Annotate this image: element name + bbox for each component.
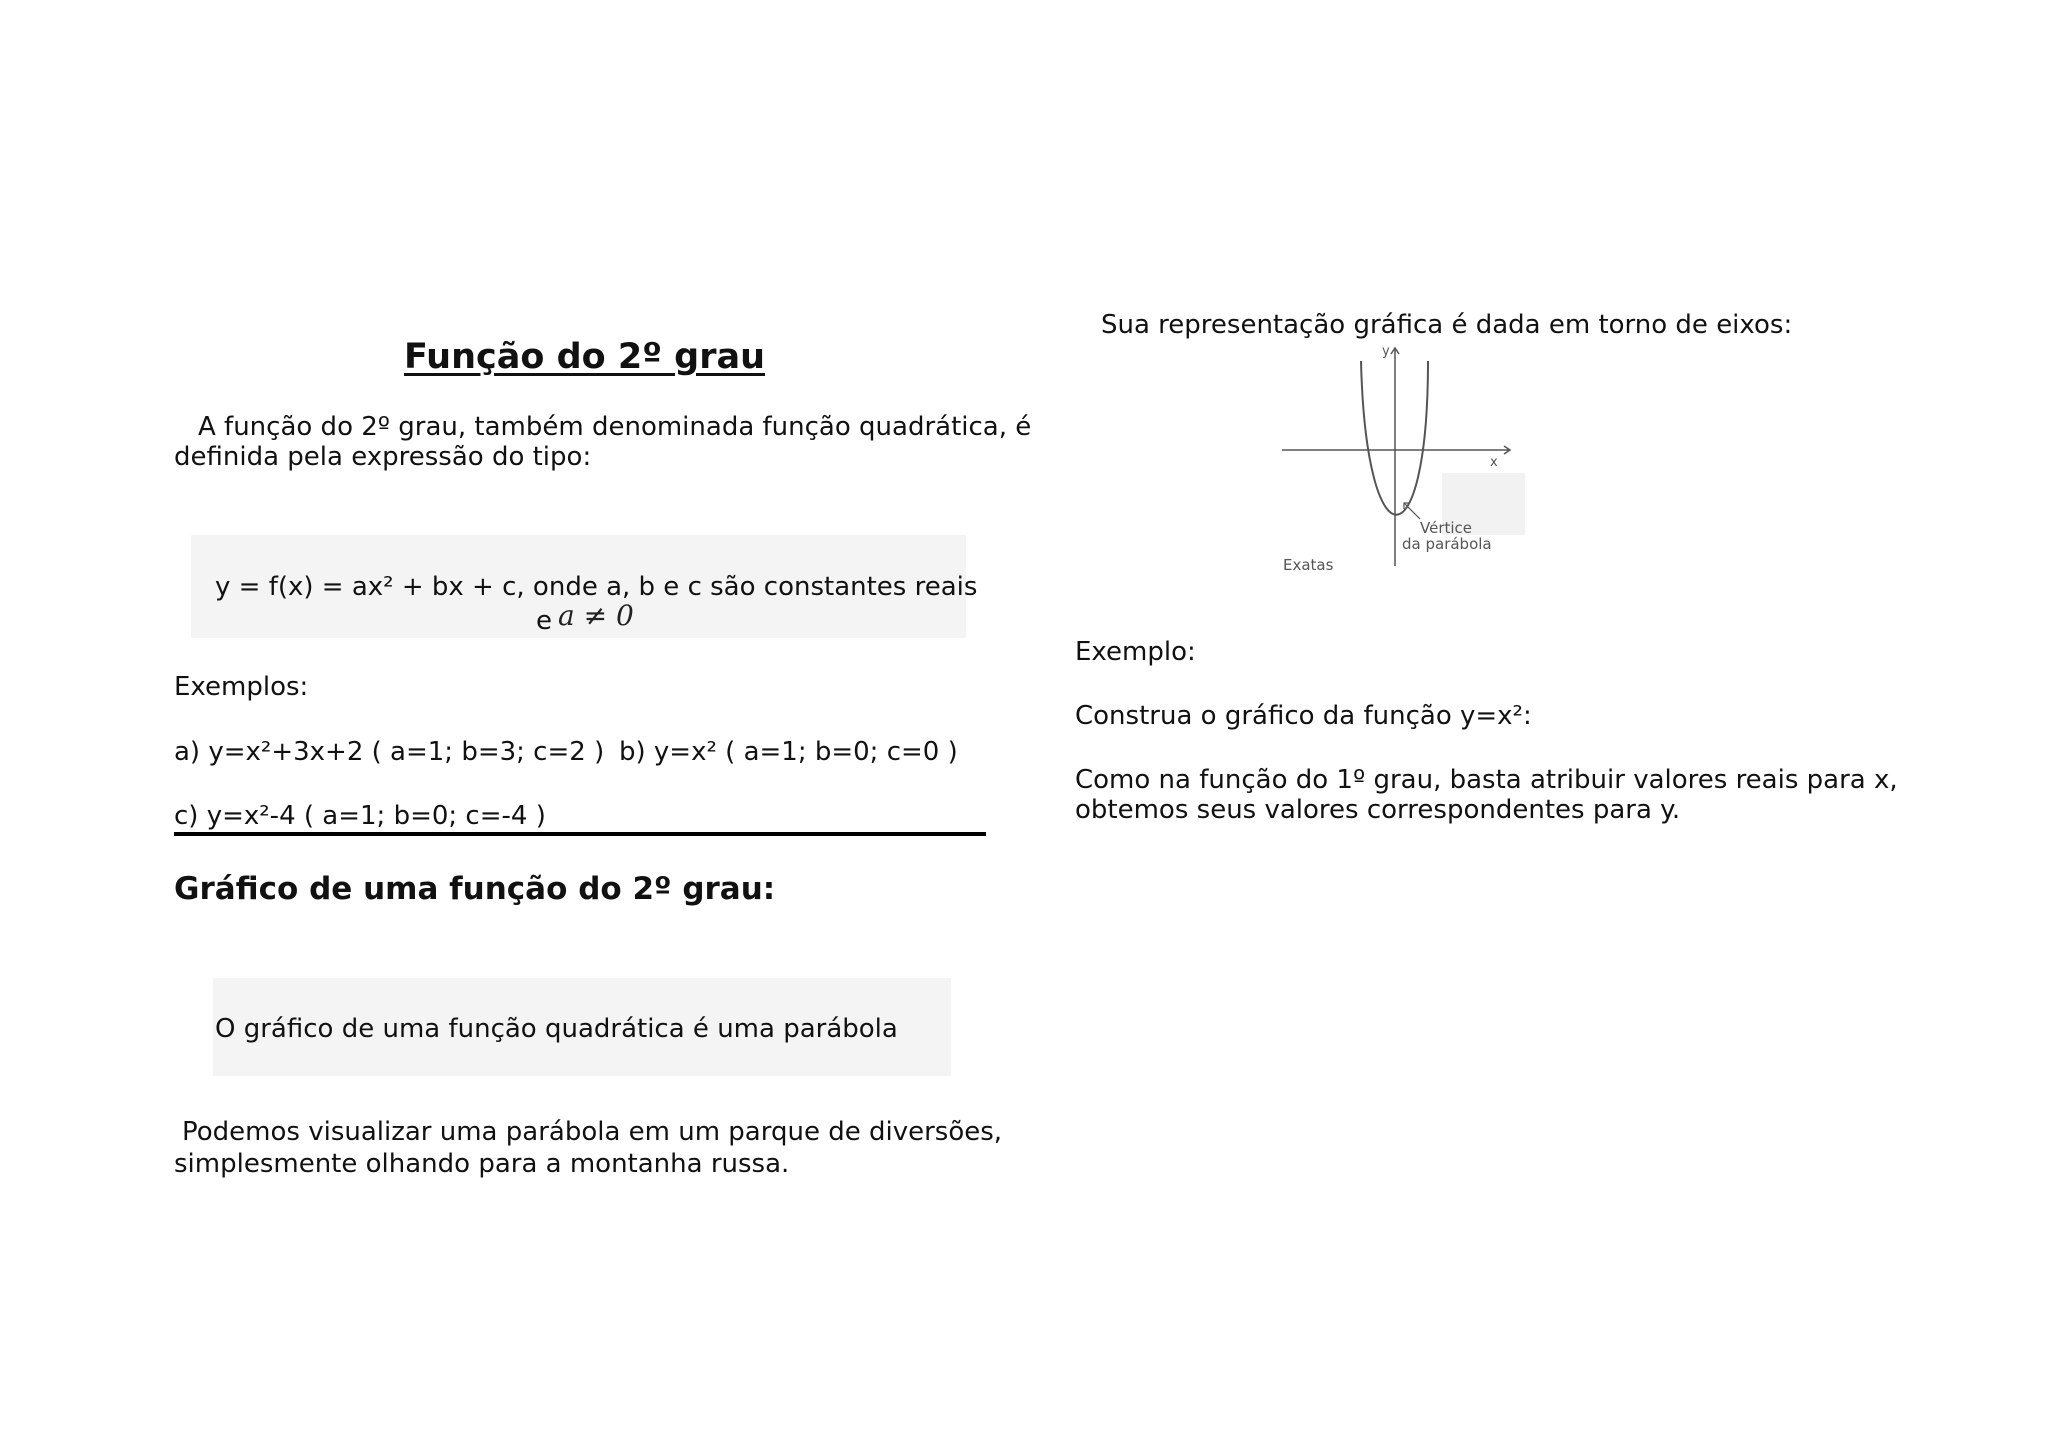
vertex-pointer bbox=[1404, 503, 1420, 519]
intro-line-1: A função do 2º grau, também denominada função quadrática, é bbox=[198, 412, 1032, 442]
highlight-text: O gráfico de uma função quadrática é uma parábola bbox=[215, 1014, 898, 1044]
example-label: Exemplo: bbox=[1075, 637, 1196, 667]
explanation-line-1: Como na função do 1º grau, basta atribuir valores reais para x, bbox=[1075, 765, 1898, 795]
a-not-zero-condition: a ≠ 0 bbox=[558, 599, 634, 632]
x-axis-label: x bbox=[1490, 455, 1498, 470]
graph-intro: Sua representação gráfica é dada em torno de eixos: bbox=[1101, 310, 1793, 340]
closing-line-2: simplesmente olhando para a montanha russa. bbox=[174, 1149, 790, 1179]
definition-line-2-prefix: e bbox=[536, 606, 552, 636]
closing-line-1: Podemos visualizar uma parábola em um parque de diversões, bbox=[182, 1117, 1003, 1147]
intro-line-2: definida pela expressão do tipo: bbox=[174, 442, 592, 472]
vertex-label-line-1: Vértice bbox=[1420, 519, 1473, 537]
section-divider bbox=[174, 832, 986, 836]
parabola-diagram bbox=[1270, 336, 1530, 576]
section-heading: Gráfico de uma função do 2º grau: bbox=[174, 871, 776, 907]
vertex-label-line-2: da parábola bbox=[1402, 535, 1492, 553]
definition-line-1: y = f(x) = ax² + bx + c, onde a, b e c são constantes reais bbox=[215, 572, 978, 602]
exatas-watermark: Exatas bbox=[1283, 556, 1334, 574]
examples-label: Exemplos: bbox=[174, 672, 309, 702]
explanation-line-2: obtemos seus valores correspondentes para y. bbox=[1075, 795, 1681, 825]
example-c: c) y=x²-4 ( a=1; b=0; c=-4 ) bbox=[174, 801, 546, 831]
page-title: Função do 2º grau bbox=[404, 337, 766, 377]
parabola-diagram-svg bbox=[1270, 336, 1530, 576]
y-axis-label: y bbox=[1382, 344, 1390, 359]
example-a: a) y=x²+3x+2 ( a=1; b=3; c=2 ) bbox=[174, 737, 605, 767]
example-b: b) y=x² ( a=1; b=0; c=0 ) bbox=[619, 737, 958, 767]
task-text: Construa o gráfico da função y=x²: bbox=[1075, 701, 1532, 731]
